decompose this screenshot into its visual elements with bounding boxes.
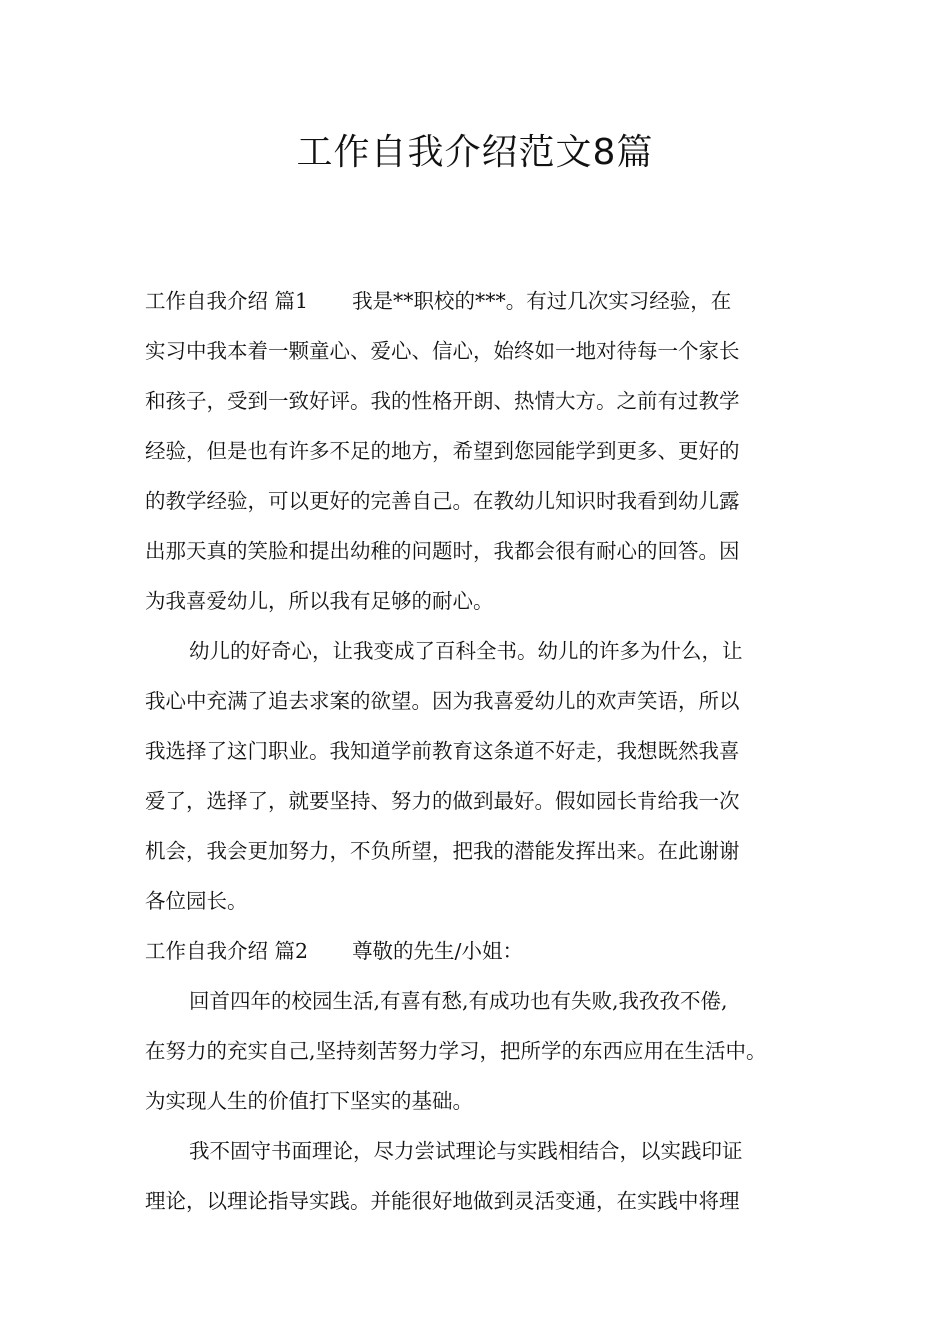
text-line [145, 926, 810, 976]
text-line [145, 426, 810, 476]
line-text: 实习中我本着一颗童心、爱心、信心，始终如一地对待每一个家长 [145, 339, 740, 363]
text-line [145, 576, 810, 626]
text-line [145, 626, 810, 676]
text-line [145, 826, 810, 876]
line-text: 爱了，选择了，就要坚持、努力的做到最好。假如园长肯给我一次 [145, 789, 740, 813]
text-line [145, 526, 810, 576]
text-line [145, 1176, 810, 1226]
line-text: 我选择了这门职业。我知道学前教育这条道不好走，我想既然我喜 [145, 739, 740, 763]
document-title: 工作自我介绍范文8篇 [296, 132, 654, 173]
line-text: 各位园长。 [145, 889, 248, 913]
line-text: 为实现人生的价值打下坚实的基础。 [145, 1089, 473, 1113]
text-line [145, 776, 810, 826]
line-text: 出那天真的笑脸和提出幼稚的问题时，我都会很有耐心的回答。因 [145, 539, 740, 563]
line-text: 我心中充满了追去求案的欲望。因为我喜爱幼儿的欢声笑语，所以 [145, 689, 740, 713]
line-text: 在努力的充实自己,坚持刻苦努力学习，把所学的东西应用在生活中。 [145, 1039, 767, 1063]
document-body [145, 276, 810, 1226]
text-line [145, 1026, 810, 1076]
text-line [145, 1126, 810, 1176]
text-line [145, 876, 810, 926]
line-text: 尊敬的先生/小姐： [352, 939, 523, 963]
line-text: 我不固守书面理论，尽力尝试理论与实践相结合，以实践印证 [189, 1139, 743, 1163]
line-text: 我是**职校的***。有过几次实习经验，在 [352, 289, 732, 313]
line-text: 幼儿的好奇心，让我变成了百科全书。幼儿的许多为什么，让 [189, 639, 743, 663]
text-line [145, 476, 810, 526]
line-text: 理论，以理论指导实践。并能很好地做到灵活变通，在实践中将理 [145, 1189, 740, 1213]
line-text: 和孩子，受到一致好评。我的性格开朗、热情大方。之前有过教学 [145, 389, 740, 413]
text-line [145, 726, 810, 776]
line-text: 为我喜爱幼儿，所以我有足够的耐心。 [145, 589, 494, 613]
line-text: 机会，我会更加努力，不负所望，把我的潜能发挥出来。在此谢谢 [145, 839, 740, 863]
text-line [145, 276, 810, 326]
line-text: 的教学经验，可以更好的完善自己。在教幼儿知识时我看到幼儿露 [145, 489, 740, 513]
text-line [145, 326, 810, 376]
section-heading: 工作自我介绍 篇2 [145, 939, 309, 963]
text-line [145, 676, 810, 726]
line-text: 回首四年的校园生活,有喜有愁,有成功也有失败,我孜孜不倦, [189, 989, 728, 1013]
section-heading: 工作自我介绍 篇1 [145, 289, 309, 313]
line-text: 经验，但是也有许多不足的地方，希望到您园能学到更多、更好的 [145, 439, 740, 463]
text-line [145, 976, 810, 1026]
text-line [145, 1076, 810, 1126]
text-line [145, 376, 810, 426]
